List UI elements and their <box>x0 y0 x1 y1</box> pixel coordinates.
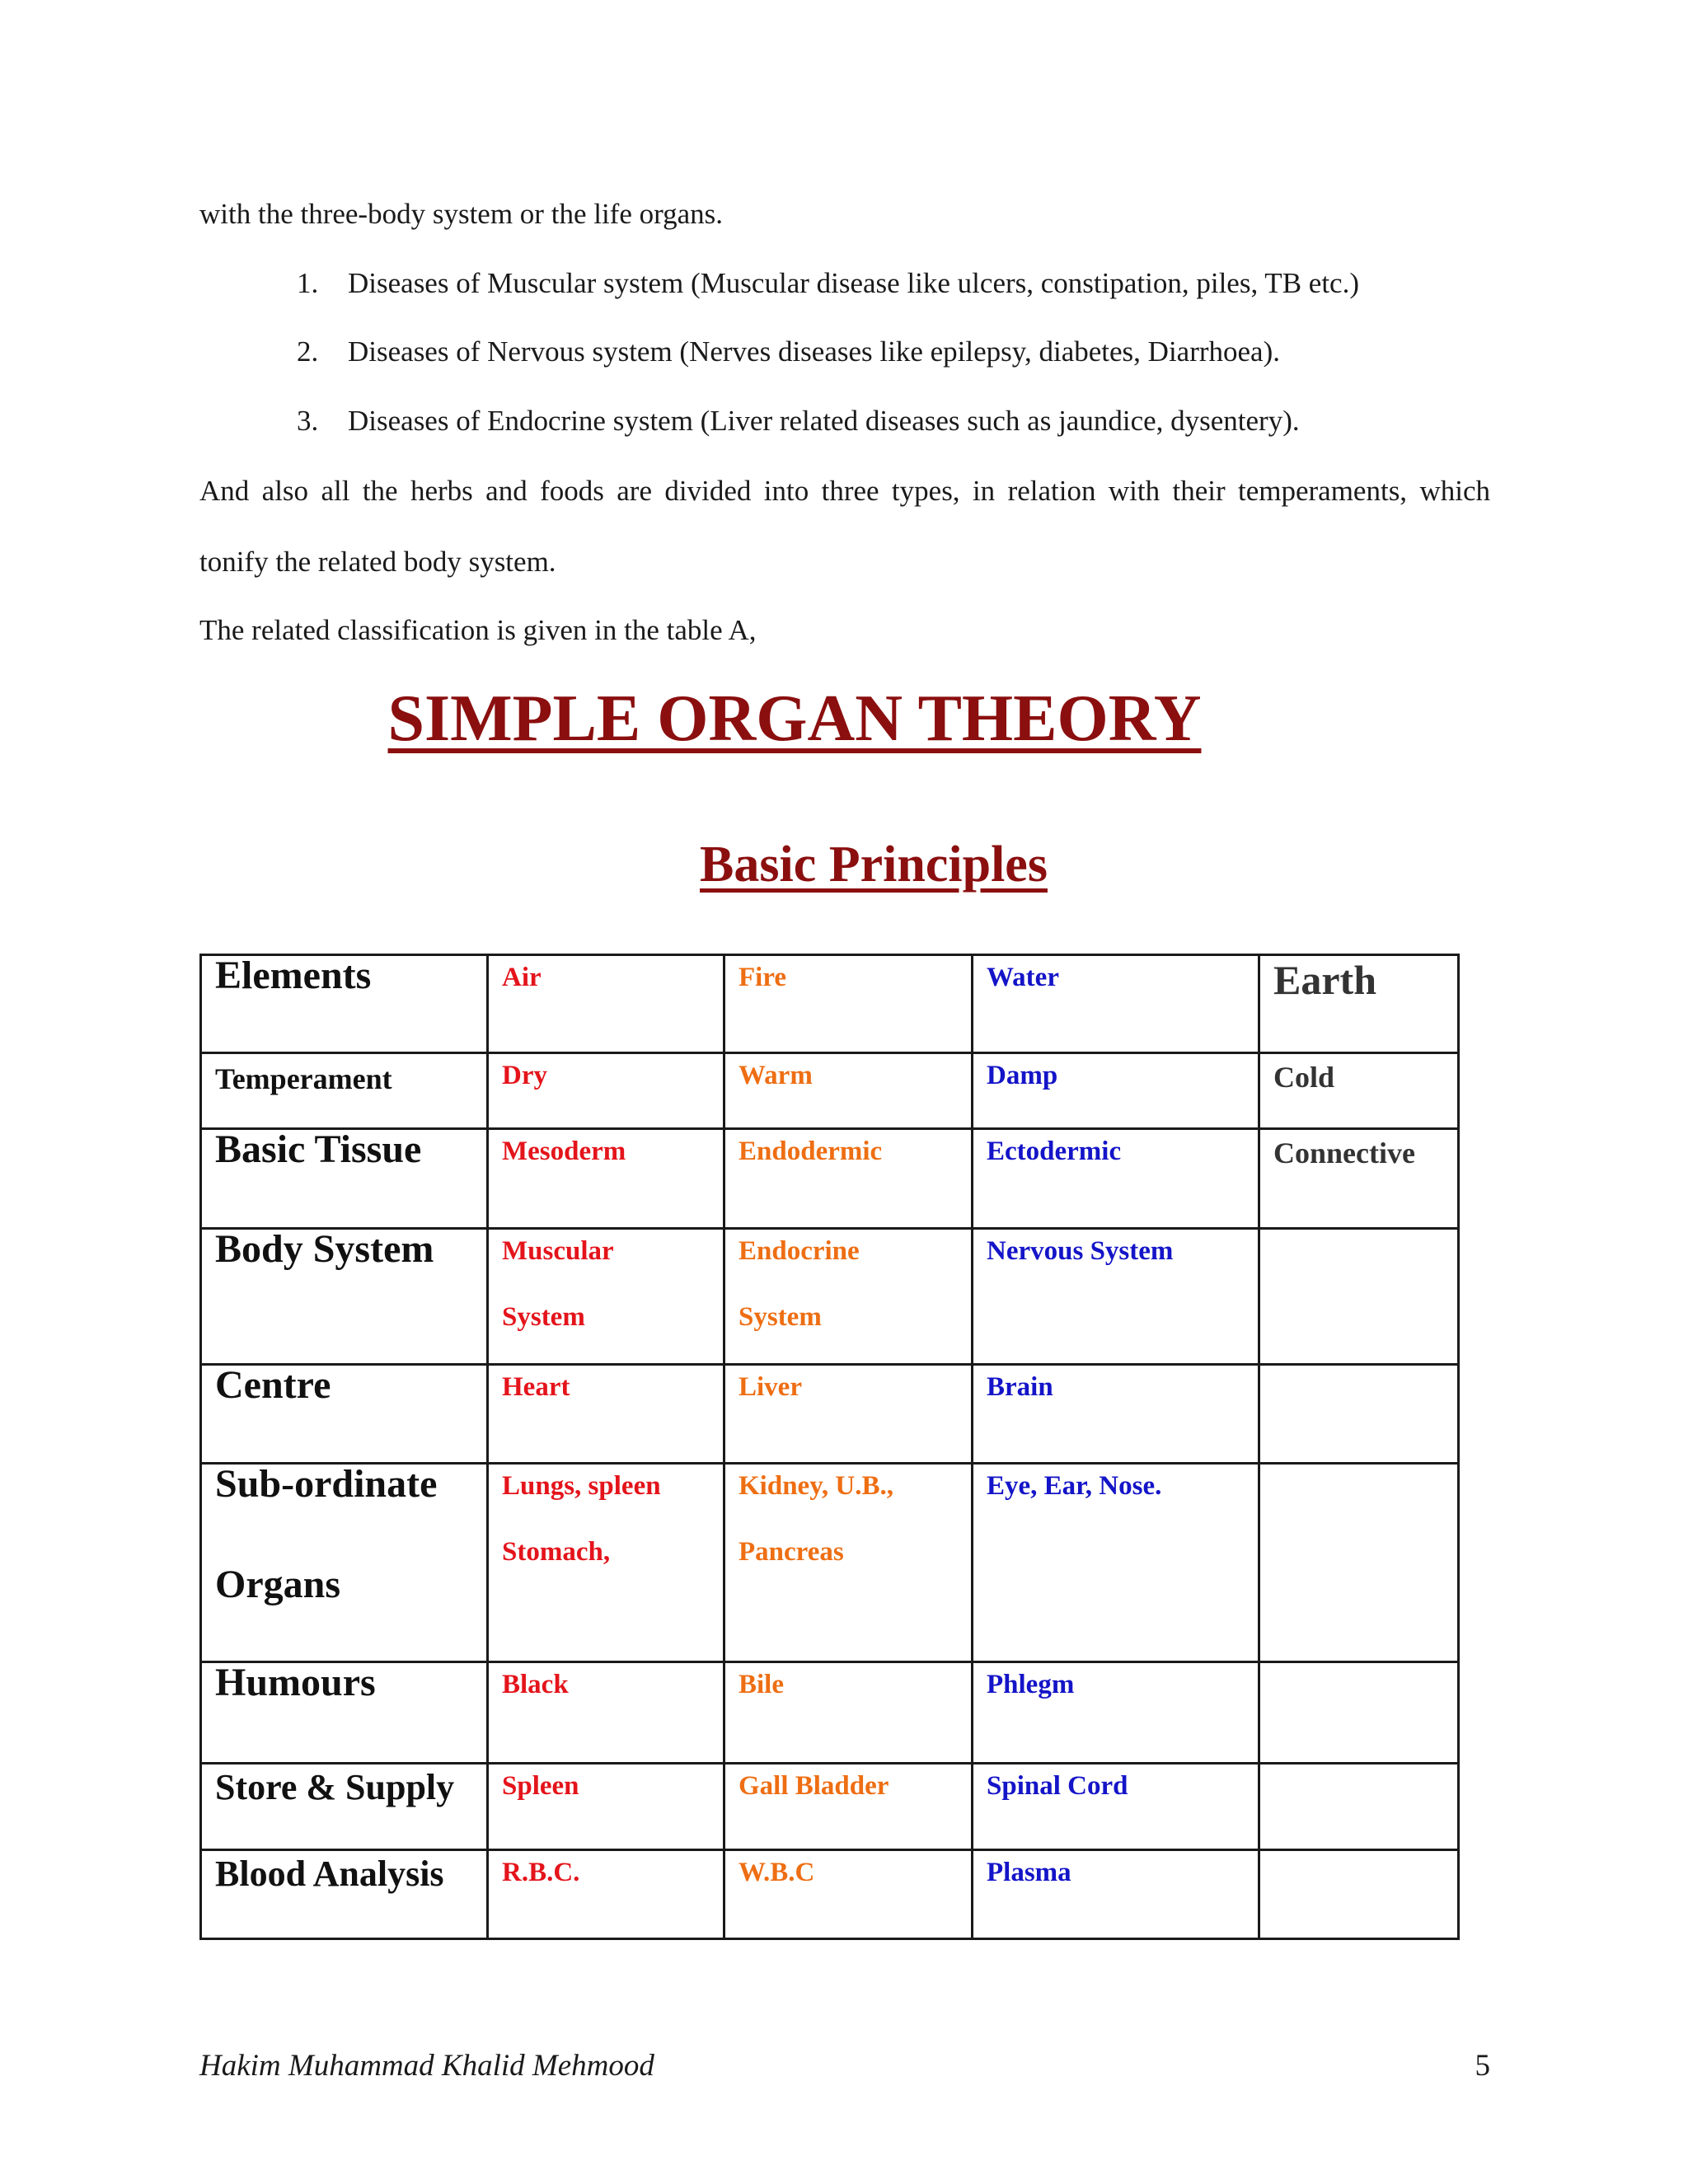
fire-cell <box>724 1365 973 1464</box>
water-cell-text: Brain <box>987 1372 1053 1402</box>
herbs-paragraph-line-1: And also all the herbs and foods are divided into three types, in relation with their temperaments, which <box>199 475 1490 507</box>
water-cell-text: Spinal Cord <box>987 1771 1128 1801</box>
earth-cell <box>1259 1053 1459 1129</box>
air-cell-text: Spleen <box>502 1771 579 1801</box>
row-label-text: Temperament <box>215 1062 392 1095</box>
water-cell <box>973 1662 1259 1764</box>
fire-cell-text: System <box>738 1302 822 1332</box>
row-label-text: Centre <box>215 1363 331 1407</box>
fire-cell <box>724 1229 973 1365</box>
fire-cell-text: Endodermic <box>738 1137 883 1166</box>
air-cell-text: Mesoderm <box>502 1137 626 1166</box>
air-cell <box>488 955 724 1053</box>
earth-cell <box>1259 955 1459 1053</box>
water-cell-text: Phlegm <box>987 1670 1075 1699</box>
fire-cell <box>724 1053 973 1129</box>
water-cell-text: Eye, Ear, Nose. <box>987 1471 1162 1501</box>
table-row <box>201 1365 1459 1464</box>
earth-cell <box>1259 1662 1459 1764</box>
row-label <box>201 955 488 1053</box>
earth-cell-text: Connective <box>1273 1137 1415 1169</box>
water-cell <box>973 1464 1259 1662</box>
table-row <box>201 1053 1459 1129</box>
row-label <box>201 1850 488 1939</box>
row-label-text: Blood Analysis <box>215 1854 444 1894</box>
list-text: Diseases of Endocrine system (Liver related diseases such as jaundice, dysentery). <box>348 405 1300 437</box>
page-number: 5 <box>1475 2049 1490 2083</box>
air-cell-text: Black <box>502 1670 569 1699</box>
fire-cell <box>724 1662 973 1764</box>
table-row <box>201 1129 1459 1229</box>
air-cell <box>488 1850 724 1939</box>
earth-cell <box>1259 1365 1459 1464</box>
earth-cell <box>1259 1850 1459 1939</box>
fire-cell <box>724 1764 973 1850</box>
row-label-text: Humours <box>215 1661 376 1704</box>
water-cell <box>973 1764 1259 1850</box>
water-cell <box>973 1229 1259 1365</box>
air-cell <box>488 1662 724 1764</box>
row-label-text: Sub-ordinate <box>215 1462 438 1506</box>
earth-cell <box>1259 1464 1459 1662</box>
list-item <box>297 337 1280 366</box>
fire-cell-text: Fire <box>738 963 787 992</box>
row-label <box>201 1365 488 1464</box>
row-label <box>201 1464 488 1662</box>
table-row <box>201 1464 1459 1662</box>
row-label-text: Elements <box>215 954 372 997</box>
air-cell-text: Lungs, spleen <box>502 1471 661 1501</box>
air-cell-text: Stomach, <box>502 1537 611 1567</box>
list-item <box>297 269 1359 298</box>
row-label-text: Store & Supply <box>215 1767 455 1807</box>
section-subtitle: Basic Principles <box>700 837 1048 893</box>
intro-line: with the three-body system or the life organs. <box>199 198 724 230</box>
air-cell-text: R.B.C. <box>502 1858 580 1887</box>
earth-cell <box>1259 1129 1459 1229</box>
fire-cell-text: Pancreas <box>738 1537 844 1567</box>
row-label <box>201 1764 488 1850</box>
water-cell <box>973 1129 1259 1229</box>
fire-cell-text: Endocrine <box>738 1236 860 1266</box>
row-label <box>201 1662 488 1764</box>
table-reference-line: The related classification is given in the table A, <box>199 614 757 646</box>
table-row <box>201 1229 1459 1365</box>
fire-cell-text: Kidney, U.B., <box>738 1471 893 1501</box>
water-cell <box>973 1365 1259 1464</box>
fire-cell <box>724 1464 973 1662</box>
page-title: SIMPLE ORGAN THEORY <box>387 682 1202 755</box>
water-cell-text: Water <box>987 963 1059 992</box>
air-cell <box>488 1365 724 1464</box>
water-cell-text: Plasma <box>987 1858 1071 1887</box>
row-label-text: Basic Tissue <box>215 1127 422 1171</box>
list-text: Diseases of Muscular system (Muscular disease like ulcers, constipation, piles, TB etc.) <box>348 267 1359 299</box>
list-text: Diseases of Nervous system (Nerves diseases like epilepsy, diabetes, Diarrhoea). <box>348 335 1280 368</box>
air-cell <box>488 1129 724 1229</box>
air-cell-text: Heart <box>502 1372 570 1402</box>
table-row <box>201 1850 1459 1939</box>
air-cell-text: Air <box>502 963 542 992</box>
row-label <box>201 1053 488 1129</box>
list-number: 2. <box>297 335 319 368</box>
row-label-text: Body System <box>215 1227 434 1271</box>
earth-cell-text: Cold <box>1273 1061 1335 1094</box>
water-cell <box>973 1053 1259 1129</box>
air-cell <box>488 1764 724 1850</box>
water-cell <box>973 1850 1259 1939</box>
table-row <box>201 1764 1459 1850</box>
footer-author: Hakim Muhammad Khalid Mehmood <box>199 2049 654 2083</box>
water-cell <box>973 955 1259 1053</box>
table-row <box>201 1662 1459 1764</box>
row-label-text-2: Organs <box>215 1563 341 1606</box>
fire-cell-text: Liver <box>738 1372 802 1402</box>
air-cell-text: System <box>502 1302 585 1332</box>
fire-cell-text: Bile <box>738 1670 784 1699</box>
earth-cell-text: Earth <box>1273 957 1376 1003</box>
fire-cell <box>724 1129 973 1229</box>
earth-cell <box>1259 1229 1459 1365</box>
list-number: 3. <box>297 405 319 437</box>
earth-cell <box>1259 1764 1459 1850</box>
air-cell-text: Muscular <box>502 1236 614 1266</box>
basic-principles-table <box>199 954 1460 1940</box>
list-number: 1. <box>297 267 319 299</box>
list-item <box>297 406 1300 435</box>
water-cell-text: Damp <box>987 1061 1058 1090</box>
fire-cell <box>724 955 973 1053</box>
air-cell <box>488 1229 724 1365</box>
fire-cell-text: Gall Bladder <box>738 1771 889 1801</box>
water-cell-text: Nervous System <box>987 1236 1174 1266</box>
row-label <box>201 1129 488 1229</box>
air-cell-text: Dry <box>502 1061 547 1090</box>
water-cell-text: Ectodermic <box>987 1137 1122 1166</box>
fire-cell <box>724 1850 973 1939</box>
herbs-paragraph-line-2: tonify the related body system. <box>199 546 556 578</box>
air-cell <box>488 1053 724 1129</box>
row-label <box>201 1229 488 1365</box>
air-cell <box>488 1464 724 1662</box>
fire-cell-text: W.B.C <box>738 1858 815 1887</box>
fire-cell-text: Warm <box>738 1061 813 1090</box>
table-row <box>201 955 1459 1053</box>
